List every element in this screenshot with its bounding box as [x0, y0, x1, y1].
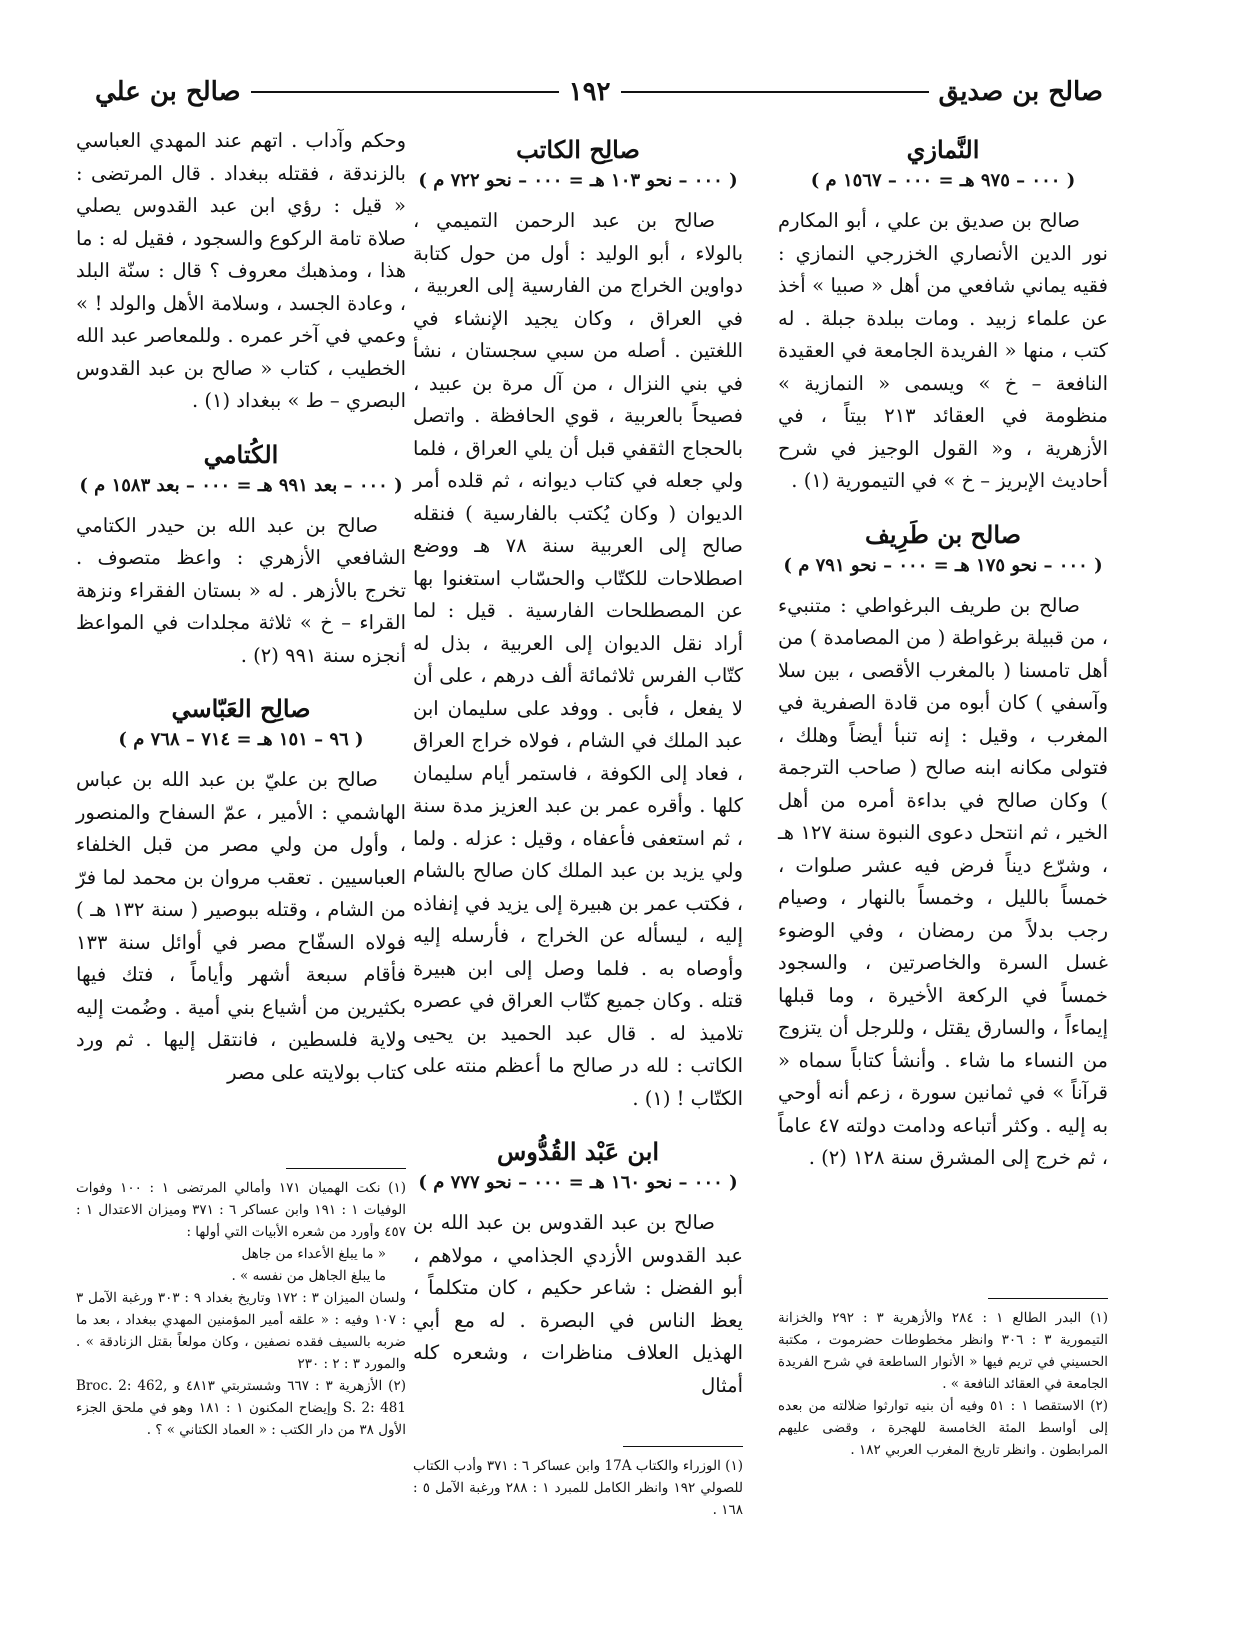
middle-footnotes [413, 1446, 743, 1521]
page-number: ١٩٢ [568, 77, 611, 107]
footnote: (١) نكت الهميان ١٧١ وأمالي المرتضى ١ : ١٠٠ وفوات الوفيات ١ : ١٩١ وابن عساكر ٦ : ٣٧١ وميزان الاعتدال ١ : ٤٥٧ وأورد من شعره الأبيات التي أولها : [76, 1180, 406, 1240]
left-footnotes [76, 1168, 406, 1441]
entry-text: صالح بن عليّ بن عبد الله بن عباس الهاشمي : الأمير ، عمّ السفاح والمنصور ، وأول من ولي مصر من قبل الخلفاء العباسيين . تعقب مروان بن محمد لما فرّ من الشام ، وقتله ببوصير ( سنة ١٣٢ هـ ) فولاه السفّاح مصر في أوائل سنة ١٣٣ فأقام سبعة أشهر وأياماً ، فتك فيها بكثيرين من أشياع بني أمية . وضُمت إليه ولاية فلسطين ، فانتقل إليها . ثم ورد كتاب بولايته على مصر [76, 768, 406, 1084]
footnote: (١) البدر الطالع ١ : ٢٨٤ والأزهرية ٣ : ٢٩٢ والخزانة التيمورية ٣ : ٣٠٦ وانظر مخطوطات حضرموت ، مكتبة الحسيني في تريم فيها « الأنوار الساطعة في شرح الفريدة الجامعة في العقائد النافعة » . [778, 1310, 1108, 1392]
entry-dates: ( ٠٠٠ – نحو ١٧٥ هـ = ٠٠٠ – نحو ٧٩١ م ) [783, 554, 1103, 576]
page-header [95, 70, 1103, 114]
footnote-rule [623, 1446, 743, 1447]
middle-column [413, 125, 743, 1424]
entry-text: وحكم وآداب . اتهم عند المهدي العباسي بالزندقة ، فقتله ببغداد . قال المرتضى : « قيل : رؤي ابن عبد القدوس يصلي صلاة تامة الركوع والسجود ، فقيل له : ما هذا ، ومذهبك معروف ؟ قال : سنّة البلد ، وعادة الجسد ، وسلامة الأهل والولد ! » وعمي في آخر عمره . وللمعاصر عبد الله الخطيب ، كتاب « صالح بن عبد القدوس البصري – ط » ببغداد (١) . [76, 129, 406, 412]
entry-dates: ( ٠٠٠ – نحو ١٠٣ هـ = ٠٠٠ – نحو ٧٢٢ م ) [418, 170, 738, 191]
footnote-rule [988, 1298, 1108, 1299]
entry-heading: صالِح العَبّاسي [171, 694, 311, 723]
entry-dates: ( ٠٠٠ – ٩٧٥ هـ = ٠٠٠ – ١٥٦٧ م ) [810, 170, 1076, 191]
entry-text: صالح بن طريف البرغواطي : متنبيء ، من قبيلة برغواطة ( من المصامدة ) من أهل تامسنا ( بالمغرب الأقصى ، بين سلا وآسفي ) كان أبوه من قادة الصفرية في المغرب ، وقيل : إنه تنبأ أيضاً وهلك ، فتولى مكانه ابنه صالح ( صاحب الترجمة ) وكان صالح في بداءة أمره من أهل الخير ، ثم انتحل دعوى النبوة سنة ١٢٧ هـ ، وشرّع ديناً فرض فيه عشر صلوات ، خمساً بالليل ، وخمساً بالنهار ، وصيام رجب بدلاً من رمضان ، وفي الوضوء غسل السرة والخاصرتين ، والسجود خمساً في الركعة الأخيرة ، وما قبلها إيماءاً ، والسارق يقتل ، وللرجل أن يتزوج من النساء ما شاء . وأنشأ كتاباً سماه « قرآناً » في ثمانين سورة ، زعم أنه أوحي به إليه . وكثر أتباعه ودامت دولته ٤٧ عاماً ، ثم خرج إلى المشرق سنة ١٢٨ (٢) . [778, 593, 1109, 1169]
footnote: (١) الوزراء والكتاب 17A وابن عساكر ٦ : ٣٧١ وأدب الكتاب للصولي ١٩٢ وانظر الكامل للمبرد ١ : ٢٨٨ ورغبة الآمل ٥ : ١٦٨ . [413, 1458, 743, 1518]
running-head-left: صالح بن علي [95, 77, 241, 107]
entry-heading: الكُتامي [203, 439, 279, 469]
footnote-verse: « ما يبلغ الأعداء من جاهل [241, 1246, 386, 1262]
left-column [76, 125, 406, 1111]
footnote: (٢) الأزهرية ٣ : ٦٦٧ وشستربتي ٤٨١٣ و Broc. 2: 462, S. 2: 481 وإيضاح المكنون ١ : ١٨١ وهو في ملحق الجزء الأول ٣٨ من دار الكتب : « العماد الكتاني » ؟ . [76, 1378, 406, 1438]
header-rule [621, 91, 929, 93]
entry-heading: صالح بن طَرِيف [864, 519, 1022, 549]
header-rule [251, 91, 559, 93]
running-head-right: صالح بن صديق [938, 77, 1103, 107]
entry-text: صالح بن صديق بن علي ، أبو المكارم نور الدين الأنصاري الخزرجي النمازي : فقيه يماني شافعي من أهل « صبيا » أخذ عن علماء زبيد . ومات ببلدة جبلة . له كتب ، منها « الفريدة الجامعة في العقيدة النافعة – خ » ويسمى « النمازية » منظومة في العقائد ٢١٣ بيتاً ، في الأزهرية ، و« القول الوجيز في شرح أحاديث الإبريز – خ » في التيمورية (١) . [778, 209, 1108, 492]
footnote: ولسان الميزان ٣ : ١٧٢ وتاريخ بغداد ٩ : ٣٠٣ ورغبة الآمل ٣ : ١٠٧ وفيه : « علقه أمير المؤمنين المهدي ببغداد ، بعد ما ضربه بالسيف فقده نصفين ، وكان مولعاً بقتل الزنادقة » . والمورد ٣ : ٢ : ٢٣٠ [76, 1290, 406, 1372]
footnote-rule [286, 1168, 406, 1169]
entry-heading: صالِح الكاتب [516, 135, 640, 164]
entry-heading: ابن عَبْد القُدُّوس [496, 1137, 660, 1166]
entry-dates: ( ٠٠٠ – بعد ٩٩١ هـ = ٠٠٠ – بعد ١٥٨٣ م ) [79, 474, 403, 496]
right-column [778, 125, 1108, 1197]
right-footnotes [778, 1298, 1108, 1461]
entry-dates: ( ٩٦ – ١٥١ هـ = ٧١٤ – ٧٦٨ م ) [118, 729, 364, 750]
footnote-verse: ما يبلغ الجاهل من نفسه » . [231, 1268, 386, 1284]
entry-text: صالح بن عبد القدوس بن عبد الله بن عبد القدوس الأزدي الجذامي ، مولاهم ، أبو الفضل : شاعر حكيم ، كان متكلماً ، يعظ الناس في البصرة . له مع أبي الهذيل العلاف مناظرات ، وشعره كله أمثال [413, 1211, 743, 1397]
entry-dates: ( ٠٠٠ – نحو ١٦٠ هـ = ٠٠٠ – نحو ٧٧٧ م ) [418, 1172, 738, 1193]
entry-heading: النَّمازي [906, 135, 980, 164]
footnote: (٢) الاستقصا ١ : ٥١ وفيه أن بنيه توارثوا ضلالته من بعده إلى أواسط المئة الخامسة للهجرة ، وقضى عليهم المرابطون . وانظر تاريخ المغرب العربي ١٨٢ . [778, 1398, 1108, 1458]
entry-text: صالح بن عبد الله بن حيدر الكتامي الشافعي الأزهري : واعظ متصوف . تخرج بالأزهر . له « بستان الفقراء ونزهة القراء – خ » ثلاثة مجلدات في المواعظ أنجزه سنة ٩٩١ (٢) . [76, 513, 406, 667]
entry-text: صالح بن عبد الرحمن التميمي ، بالولاء ، أبو الوليد : أول من حول كتابة دواوين الخراج من الفارسية إلى العربية ، في العراق ، وكان يجيد الإنشاء في اللغتين . أصله من سبي سجستان ، نشأ في بني النزال ، من آل مرة بن عبيد ، فصيحاً بالعربية ، قوي الحافظة . واتصل بالحجاج الثقفي قبل أن يلي العراق ، فلما ولي جعله في كتاب ديوانه ، ثم قلده أمر الديوان ( وكان يُكتب بالفارسية ) فنقله صالح إلى العربية سنة ٧٨ هـ ووضع اصطلاحات للكتّاب والحسّاب استغنوا بها عن المصطلحات الفارسية . قيل : لما أراد نقل الديوان إلى العربية ، بذل له كتّاب الفرس ثلاثمائة ألف درهم ، على أن لا يفعل ، فأبى . ووفد على سليمان ابن عبد الملك في الشام ، فولاه خراج العراق ، فعاد إلى الكوفة ، فاستمر أيام سليمان كلها . وأقره عمر بن عبد العزيز مدة سنة ، ثم استعفى فأعفاه ، وقيل : عزله . ولما ولي يزيد بن عبد الملك كان صالح بالشام ، فكتب عمر بن هبيرة إلى يزيد في إنفاذه إليه ، ليسأله عن الخراج ، فأرسله إليه وأوصاه به . فلما وصل إلى ابن هبيرة قتله . وكان جميع كتّاب العراق في عصره تلاميذ له . قال عبد الحميد بن يحيى الكاتب : لله در صالح ما أعظم منته على الكتّاب ! (١) . [413, 209, 743, 1110]
